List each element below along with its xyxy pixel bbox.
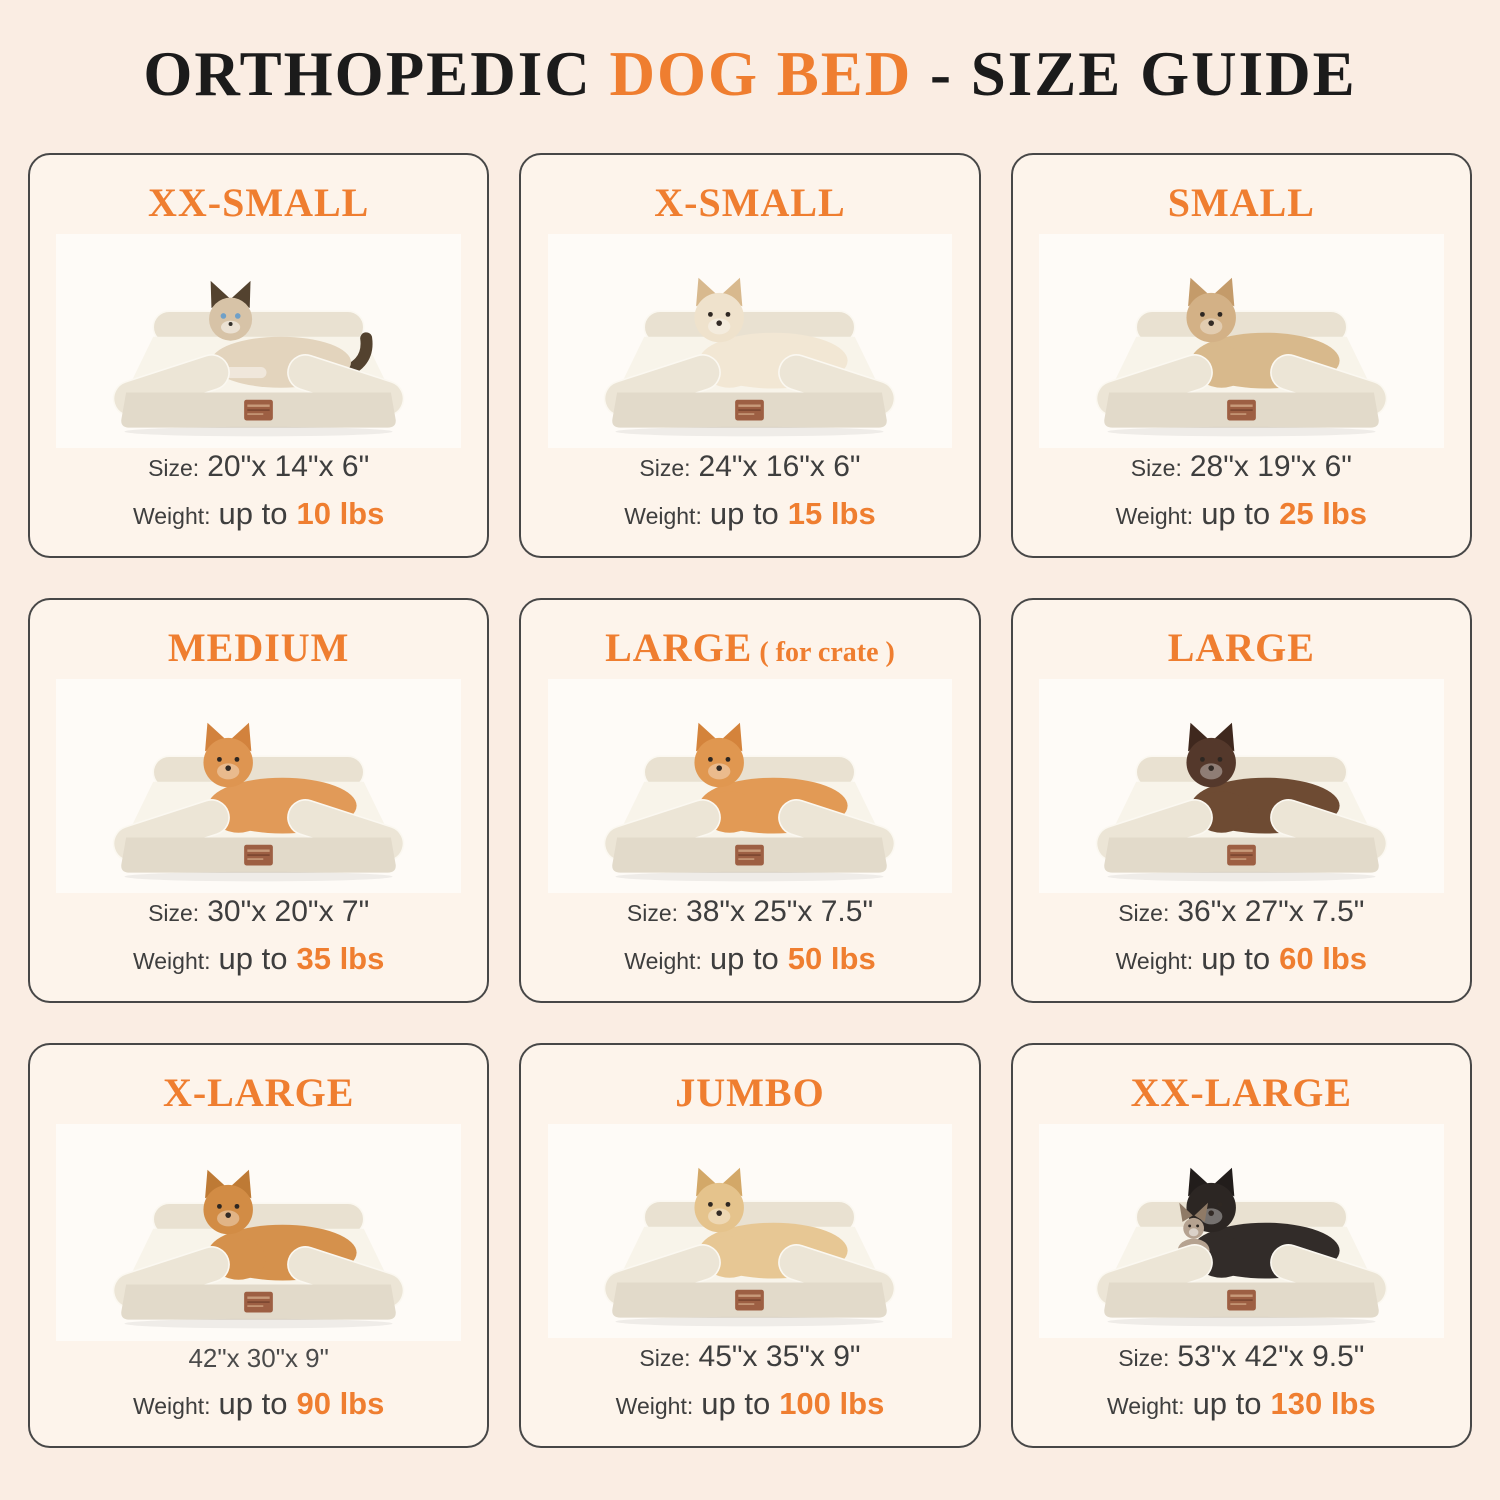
size-value: 45"x 35"x 9" bbox=[698, 1340, 861, 1373]
size-spec bbox=[639, 450, 860, 484]
weight-value: 130 lbs bbox=[1270, 1386, 1376, 1421]
dog-bed-illustration bbox=[91, 1133, 426, 1332]
size-card-jumbo bbox=[519, 1043, 980, 1448]
weight-label: Weight: bbox=[1115, 948, 1194, 974]
card-title: X-LARGE bbox=[162, 1070, 355, 1115]
weight-prefix: up to bbox=[1201, 496, 1271, 531]
page-title-suffix: - SIZE GUIDE bbox=[912, 39, 1357, 109]
size-value: 53"x 42"x 9.5" bbox=[1177, 1340, 1365, 1373]
weight-prefix: up to bbox=[701, 1386, 771, 1421]
pet-bed-photo-rottweiler-and-chihuahua-on-bed bbox=[1039, 1124, 1443, 1338]
bed-brand-tag bbox=[244, 1292, 273, 1313]
size-value: 24"x 16"x 6" bbox=[698, 450, 861, 483]
bed-brand-tag bbox=[1227, 845, 1256, 866]
size-spec bbox=[148, 450, 369, 484]
weight-label: Weight: bbox=[615, 1393, 694, 1419]
weight-spec bbox=[133, 496, 384, 532]
size-card-xx-large bbox=[1011, 1043, 1472, 1448]
weight-label: Weight: bbox=[132, 1393, 211, 1419]
card-title: SMALL bbox=[1167, 180, 1315, 225]
weight-label: Weight: bbox=[132, 948, 211, 974]
size-value: 30"x 20"x 7" bbox=[207, 895, 370, 928]
bed-brand-tag bbox=[244, 845, 273, 866]
dog-bed-illustration bbox=[582, 241, 917, 440]
size-spec bbox=[627, 895, 873, 929]
size-value: 28"x 19"x 6" bbox=[1189, 450, 1352, 483]
size-label: Size: bbox=[1130, 455, 1182, 481]
card-title: X-SMALL bbox=[654, 180, 846, 225]
bed-brand-tag bbox=[736, 1290, 765, 1311]
pet-bed-photo-yellow-labrador-dog-on-bed bbox=[548, 1124, 952, 1338]
weight-spec bbox=[624, 496, 875, 532]
bed-brand-tag bbox=[736, 845, 765, 866]
weight-prefix: up to bbox=[218, 496, 288, 531]
size-card-small bbox=[1011, 153, 1472, 558]
bed-brand-tag bbox=[736, 400, 765, 421]
page-title-highlight: DOG BED bbox=[609, 39, 913, 109]
weight-label: Weight: bbox=[1107, 1393, 1185, 1419]
weight-prefix: up to bbox=[709, 941, 779, 976]
weight-spec bbox=[1116, 941, 1367, 977]
dog-bed-illustration bbox=[582, 686, 917, 885]
dog-bed-illustration bbox=[1074, 241, 1409, 440]
card-title: XX-LARGE bbox=[1130, 1070, 1352, 1115]
weight-value: 35 lbs bbox=[296, 941, 385, 976]
weight-value: 25 lbs bbox=[1279, 496, 1368, 531]
dog-bed-illustration bbox=[1074, 686, 1409, 885]
size-card-x-large bbox=[28, 1043, 489, 1448]
pet-bed-photo-shiba-inu-dog-on-bed bbox=[548, 679, 952, 893]
weight-prefix: up to bbox=[709, 496, 779, 531]
bed-brand-tag bbox=[1227, 1290, 1256, 1311]
size-value: 38"x 25"x 7.5" bbox=[686, 895, 874, 928]
dog-bed-illustration bbox=[91, 686, 426, 885]
size-value: 42"x 30"x 9" bbox=[188, 1343, 329, 1373]
weight-spec bbox=[1107, 1386, 1376, 1422]
weight-value: 50 lbs bbox=[787, 941, 876, 976]
weight-value: 60 lbs bbox=[1279, 941, 1368, 976]
size-spec bbox=[1118, 1340, 1364, 1374]
size-value: 36"x 27"x 7.5" bbox=[1177, 895, 1365, 928]
size-spec bbox=[188, 1343, 328, 1374]
size-card-medium bbox=[28, 598, 489, 1003]
size-card-large-for-crate bbox=[519, 598, 980, 1003]
size-label: Size: bbox=[639, 455, 691, 481]
size-label: Size: bbox=[626, 900, 679, 926]
weight-prefix: up to bbox=[218, 1386, 288, 1421]
pet-bed-photo-ragdoll-cat-on-bed bbox=[56, 234, 460, 448]
dog-bed-illustration bbox=[1074, 1131, 1409, 1330]
weight-spec bbox=[133, 941, 384, 977]
size-spec bbox=[1131, 450, 1352, 484]
card-title: JUMBO bbox=[675, 1070, 825, 1115]
size-spec bbox=[1118, 895, 1364, 929]
weight-spec bbox=[1116, 496, 1367, 532]
weight-value: 10 lbs bbox=[296, 496, 385, 531]
dog-bed-illustration bbox=[91, 241, 426, 440]
pet-bed-photo-french-bulldog-on-bed bbox=[1039, 234, 1443, 448]
size-label: Size: bbox=[1118, 900, 1170, 926]
weight-prefix: up to bbox=[1201, 941, 1271, 976]
weight-prefix: up to bbox=[1192, 1386, 1262, 1421]
size-label: Size: bbox=[148, 455, 200, 481]
weight-label: Weight: bbox=[132, 503, 211, 529]
size-spec bbox=[639, 1340, 860, 1374]
card-title: MEDIUM bbox=[167, 625, 350, 670]
size-label: Size: bbox=[148, 900, 200, 926]
card-title: XX-SMALL bbox=[147, 180, 370, 225]
card-title: LARGE bbox=[1167, 625, 1315, 670]
size-card-large bbox=[1011, 598, 1472, 1003]
weight-label: Weight: bbox=[624, 948, 702, 974]
pet-bed-photo-golden-retriever-dog-on-bed bbox=[56, 1124, 460, 1341]
card-title-suffix: ( for crate ) bbox=[752, 637, 895, 668]
weight-spec bbox=[616, 1386, 885, 1422]
pet-bed-photo-border-collie-dog-on-bed bbox=[1039, 679, 1443, 893]
weight-value: 15 lbs bbox=[787, 496, 876, 531]
weight-label: Weight: bbox=[1115, 503, 1194, 529]
page-title-prefix: ORTHOPEDIC bbox=[143, 39, 610, 109]
weight-spec bbox=[624, 941, 875, 977]
size-card-xx-small bbox=[28, 153, 489, 558]
page-title bbox=[28, 38, 1472, 111]
weight-value: 90 lbs bbox=[296, 1386, 385, 1421]
weight-prefix: up to bbox=[218, 941, 288, 976]
card-title: LARGE ( for crate ) bbox=[605, 625, 895, 670]
size-label: Size: bbox=[1118, 1345, 1170, 1371]
pet-bed-photo-corgi-dog-on-bed bbox=[56, 679, 460, 893]
size-label: Size: bbox=[639, 1345, 691, 1371]
bed-brand-tag bbox=[244, 400, 273, 421]
size-value: 20"x 14"x 6" bbox=[207, 450, 370, 483]
size-card-x-small bbox=[519, 153, 980, 558]
bed-brand-tag bbox=[1227, 400, 1256, 421]
weight-spec bbox=[133, 1386, 384, 1422]
size-spec bbox=[148, 895, 369, 929]
dog-bed-illustration bbox=[582, 1131, 917, 1330]
weight-value: 100 lbs bbox=[779, 1386, 885, 1421]
pet-bed-photo-maltese-dog-on-bed bbox=[548, 234, 952, 448]
weight-label: Weight: bbox=[624, 503, 702, 529]
size-card-grid bbox=[28, 153, 1472, 1448]
